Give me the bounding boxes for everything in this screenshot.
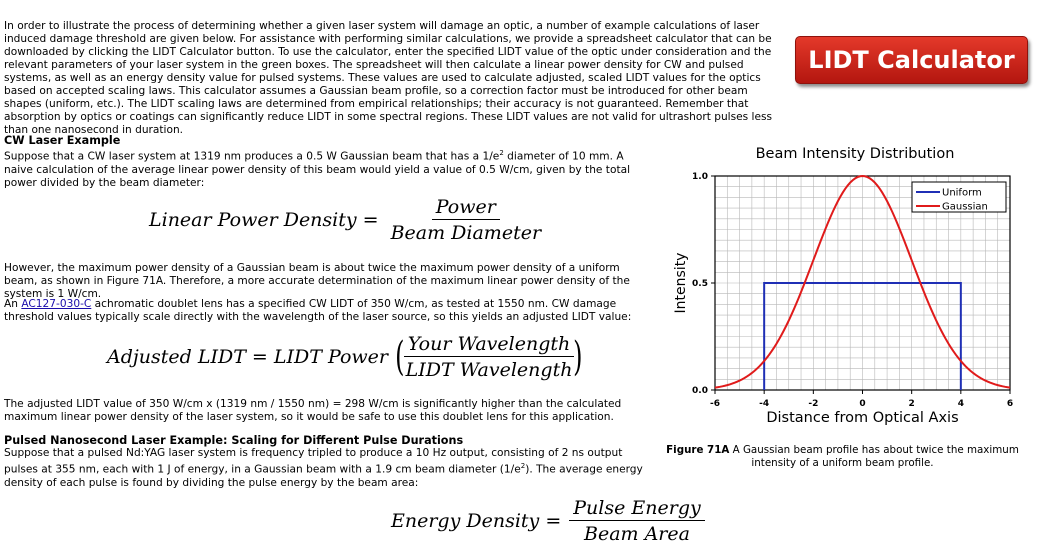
left-parenthesis: ( [395,334,405,380]
legend-label-gaussian: Gaussian [942,201,988,213]
equation-numerator: Pulse Energy [569,497,704,521]
equation-fraction [402,333,577,381]
pulsed-paragraph-1: Suppose that a pulsed Nd:YAG laser system is frequency tripled to produce a 10 Hz output, consisting of 2 ns output pulses at 355 nm, each with 1 J of energy, in a Gaussian beam with a 1.9 cm beam diameter $(1/e^2)$. The average energy density of each pulse is found by dividing the pulse energy by the beam area: [4,447,643,489]
cw-paragraph-3: An AC127-030-C achromatic doublet lens has a specified CW LIDT of 350 W/cm, as tested at 1550 nm. CW damage threshold values typically scale directly with the wavelength of the laser source, so this yields an adjusted LIDT value: [4,298,632,323]
figure-caption [650,444,1035,470]
intro-paragraph: In order to illustrate the process of determining whether a given laser system will damage an optic, a number of example calculations of laser induced damage threshold are given below. For assistance with performing similar calculations, we provide a spreadsheet calculator that can be downloaded by clicking the LIDT Calculator button. To use the calculator, enter the specified LIDT value of the optic under consideration and the relevant parameters of your laser system in the green boxes. The spreadsheet will then calculate a linear power density for CW and pulsed systems, as well as an energy density value for pulsed systems. These values are used to calculate adjusted, scaled LIDT values for the optics based on accepted scaling laws. This calculator assumes a Gaussian beam profile, so a correction factor must be introduced for other beam shapes (uniform, etc.). The LIDT scaling laws are determined from empirical relationships; their accuracy is not guaranteed. Remember that absorption by optics or coatings can significantly reduce LIDT in some spectral regions. These LIDT values are not valid for ultrashort pulses less than one nanosecond in duration. [4,20,773,136]
right-parenthesis: ) [573,334,583,380]
x-axis-label: Distance from Optical Axis [766,410,959,426]
y-tick-label: 1.0 [692,172,708,182]
x-tick-label: -4 [759,399,770,409]
cw-paragraph-4: The adjusted LIDT value of 350 W/cm x (1319 nm / 1550 nm) = 298 W/cm is significantly higher than the calculated maximum linear power density of the laser system, so it would be safe to use this doublet lens for this application. [4,398,622,423]
cw-example-title: CW Laser Example [4,134,121,147]
product-link-ac127-030-c[interactable]: AC127-030-C [21,298,92,310]
pulsed-example-title: Pulsed Nanosecond Laser Example: Scaling for Different Pulse Durations [4,434,464,447]
equation-denominator: LIDT Wavelength [405,359,573,381]
x-tick-label: 6 [1006,399,1014,409]
equation-lhs: Linear Power Density = [149,209,379,231]
y-tick-label: 0.5 [692,279,708,289]
cw-example-section [4,134,644,190]
adjusted-lidt-equation [107,333,586,381]
equation-lhs: Adjusted LIDT = LIDT Power [107,346,388,368]
equation-denominator: Beam Area [584,523,690,545]
pulsed-example-section [4,434,644,490]
equation-fraction [387,196,545,244]
chart-title: Beam Intensity Distribution [755,146,955,162]
figure-label: Figure 71A [666,444,730,456]
equation-lhs: Energy Density = [391,510,562,532]
x-tick-label: 2 [908,399,915,409]
x-tick-label: 0 [859,399,866,409]
equation-numerator: Your Wavelength [404,333,574,357]
x-tick-label: -2 [808,399,819,409]
y-tick-label: 0.0 [692,386,708,396]
y-axis-label: Intensity [673,252,689,314]
lidt-calculator-button[interactable]: LIDT Calculator [795,36,1028,84]
cw-paragraph-1: Suppose that a CW laser system at 1319 nm produces a 0.5 W Gaussian beam that has a $1/e^2$ diameter of 10 mm. A naive calculation of the average linear power density of this beam would yield a value of 0.5 W/cm, given by the total power divided by the beam diameter: [4,149,631,189]
cw-paragraph-2: However, the maximum power density of a Gaussian beam is about twice the maximum power density of a uniform beam, as shown in Figure 71A. Therefore, a more accurate determination of the maximum linear power density of the system is 1 W/cm. [4,262,630,300]
linear-power-density-equation [149,196,545,244]
x-tick-label: -6 [710,399,720,409]
equation-denominator: Beam Diameter [390,222,542,244]
legend-label-uniform: Uniform [942,187,982,199]
equation-fraction [569,497,704,545]
equation-numerator: Power [432,196,500,220]
x-tick-label: 4 [957,399,964,409]
beam-intensity-chart [660,160,1030,430]
energy-density-equation [391,497,705,545]
figure-caption-text: A Gaussian beam profile has about twice the maximum intensity of a uniform beam profile. [729,444,1019,469]
